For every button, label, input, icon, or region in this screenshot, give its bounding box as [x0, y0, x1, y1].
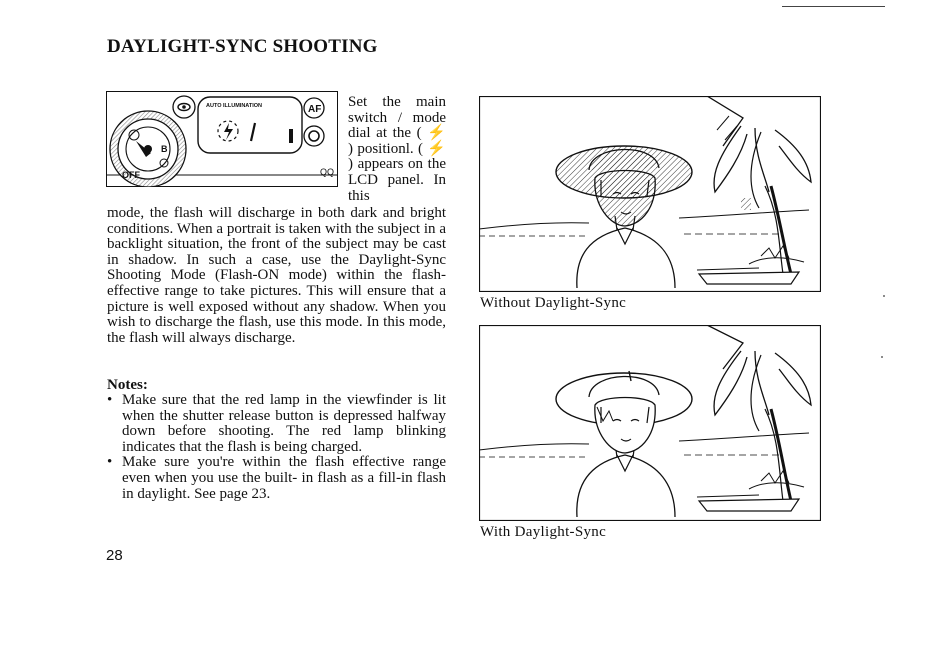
- note-text: Make sure you're within the flash effective range even when you use the built- in flash as a fill-in flash in daylight. See page 23.: [122, 454, 446, 502]
- illustration-with-daylight-sync: [479, 325, 821, 521]
- intro-body-paragraph: mode, the flash will discharge in both dark and bright conditions. When a portrait is taken with the subject in a backlight situation, the front of the subject may be cast in shadow. In such a case, use the Daylight-Sync Shooting Mode (Flash-ON mode) within the flash-effective range to take pictures. This will ensure that a picture is well exposed without any shadow. When you wish to discharge the flash, use this mode. In this mode, the flash will always discharge.: [107, 205, 446, 346]
- svg-text:QQ: QQ: [320, 167, 335, 177]
- page-title: DAYLIGHT-SYNC SHOOTING: [107, 36, 378, 57]
- bullet-icon: •: [107, 392, 113, 408]
- notes-heading: Notes:: [107, 377, 148, 393]
- intro-side-text: Set the main switch / mode dial at the ( ⚡ ) positionl. ( ⚡ ) appears on the LCD panel. In this: [348, 94, 446, 204]
- mode-letter: B: [161, 144, 168, 154]
- bullet-icon: •: [107, 454, 113, 471]
- note-text: Make sure that the red lamp in the viewfinder is lit when the shutter release button is depressed halfway down before shooting. The red lamp blinking indicates that the flash is being charged.: [122, 392, 446, 455]
- lcd-dial-figure: [106, 91, 338, 187]
- top-rule: [782, 6, 885, 7]
- scan-speck: [881, 356, 883, 358]
- notes-list: [107, 393, 446, 502]
- illustration-without-daylight-sync: [479, 96, 821, 292]
- caption-with-daylight-sync: With Daylight-Sync: [480, 524, 607, 540]
- lcd-label: AUTO ILLUMINATION: [206, 103, 263, 109]
- scan-speck: [883, 295, 885, 297]
- caption-without-daylight-sync: Without Daylight-Sync: [480, 295, 627, 311]
- note-item: [107, 393, 446, 455]
- page-number: 28: [106, 547, 123, 564]
- dial-off-label: OFF: [122, 170, 140, 180]
- note-item: [107, 455, 446, 502]
- af-label: AF: [308, 104, 322, 115]
